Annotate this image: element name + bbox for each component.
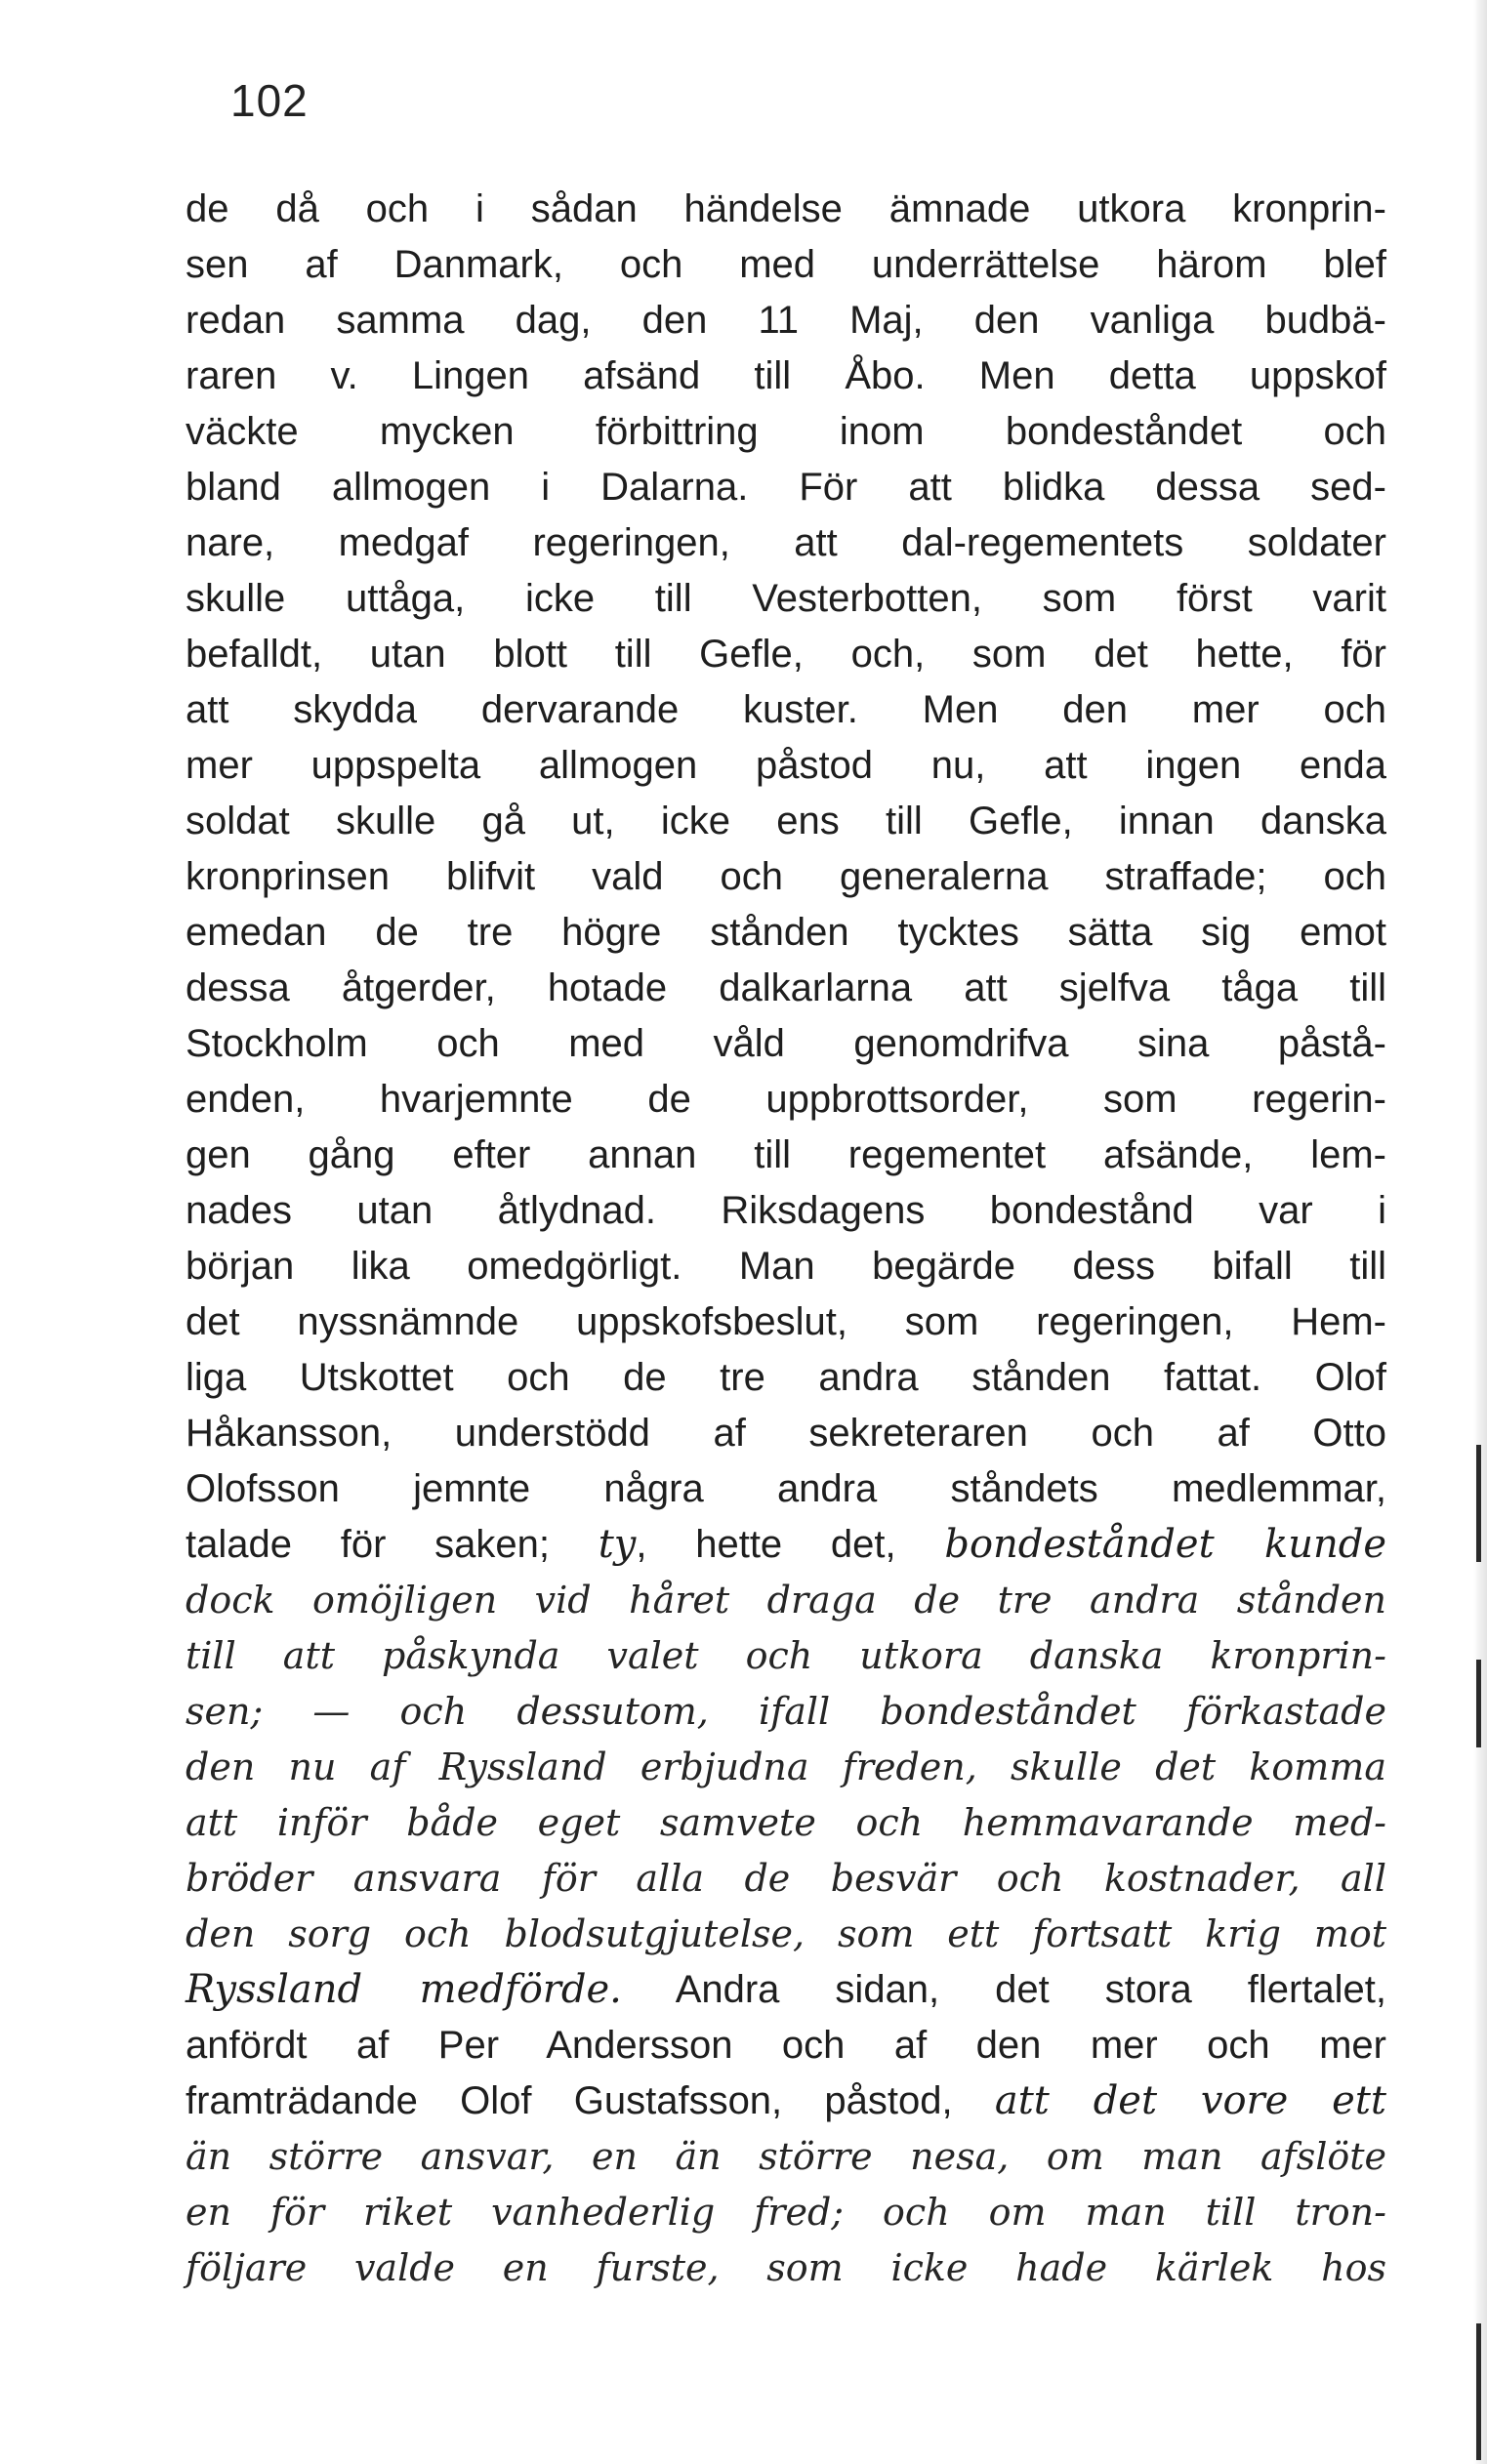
text-line: det nyssnämnde uppskofsbeslut, som regeringen, Hem- xyxy=(186,1300,1386,1343)
text-span: Andra sidan, det stora flertalet, xyxy=(621,1968,1386,2011)
text-line: emedan de tre högre stånden tycktes sätta sig emot xyxy=(186,911,1386,954)
text-line: dock omöjligen vid håret draga de tre andra stånden xyxy=(186,1579,1386,1622)
text-line: nades utan åtlydnad. Riksdagens bondestånd var i xyxy=(186,1189,1386,1232)
text-line xyxy=(186,1517,1386,1573)
text-line: liga Utskottet och de tre andra stånden fattat. Olof xyxy=(186,1356,1386,1399)
text-line: mer uppspelta allmogen påstod nu, att ingen enda xyxy=(186,744,1386,787)
body-text xyxy=(186,182,1386,2296)
text-line xyxy=(186,1962,1386,2018)
page-edge-mark xyxy=(1476,1445,1481,1562)
text-line: redan samma dag, den 11 Maj, den vanliga budbä- xyxy=(186,299,1386,342)
text-line: skulle uttåga, icke till Vesterbotten, som först varit xyxy=(186,577,1386,620)
text-span: , hette det, xyxy=(636,1523,945,1566)
text-line: anfördt af Per Andersson och af den mer och mer xyxy=(186,2024,1386,2067)
text-line: soldat skulle gå ut, icke ens till Gefle, innan danska xyxy=(186,800,1386,842)
text-line: väckte mycken förbittring inom bondeståndet och xyxy=(186,410,1386,453)
text-line: den nu af Ryssland erbjudna freden, skulle det komma xyxy=(186,1745,1386,1788)
text-line: kronprinsen blifvit vald och generalerna straffade; och xyxy=(186,855,1386,898)
text-line: nare, medgaf regeringen, att dal-regementets soldater xyxy=(186,521,1386,564)
text-line: raren v. Lingen afsänd till Åbo. Men detta uppskof xyxy=(186,354,1386,397)
text-line: Stockholm och med våld genomdrifva sina påstå- xyxy=(186,1022,1386,1065)
text-line: befalldt, utan blott till Gefle, och, som det hette, för xyxy=(186,633,1386,676)
italic-span: ty xyxy=(598,1522,637,1567)
text-line: början lika omedgörligt. Man begärde dess bifall till xyxy=(186,1245,1386,1288)
page-edge-shadow xyxy=(1473,0,1487,2464)
text-line: gen gång efter annan till regementet afsände, lem- xyxy=(186,1133,1386,1176)
page-edge-mark xyxy=(1476,2323,1481,2460)
text-line: Håkansson, understödd af sekreteraren och af Otto xyxy=(186,1412,1386,1455)
page-number: 102 xyxy=(230,75,309,126)
text-line: en för riket vanhederlig fred; och om man till tron- xyxy=(186,2191,1386,2234)
text-line: till att påskynda valet och utkora danska kronprin- xyxy=(186,1634,1386,1677)
text-line: än större ansvar, en än större nesa, om man afslöte xyxy=(186,2135,1386,2178)
italic-span: bondeståndet kunde xyxy=(944,1522,1387,1567)
text-span: framträdande Olof Gustafsson, påstod, xyxy=(186,2079,995,2122)
text-line: att skydda dervarande kuster. Men den mer och xyxy=(186,688,1386,731)
text-line: bland allmogen i Dalarna. För att blidka dessa sed- xyxy=(186,466,1386,509)
text-span: talade för saken; xyxy=(186,1523,599,1566)
text-line: Olofsson jemnte några andra ståndets medlemmar, xyxy=(186,1467,1386,1510)
text-line xyxy=(186,2074,1386,2129)
text-line: sen af Danmark, och med underrättelse härom blef xyxy=(186,243,1386,286)
text-line: bröder ansvara för alla de besvär och kostnader, all xyxy=(186,1857,1386,1900)
text-line: att inför både eget samvete och hemmavarande med- xyxy=(186,1801,1386,1844)
text-line: följare valde en furste, som icke hade kärlek hos xyxy=(186,2246,1386,2289)
italic-span: Ryssland medförde. xyxy=(186,1967,622,2012)
italic-span: att det vore ett xyxy=(994,2078,1386,2123)
page-edge-mark xyxy=(1476,1660,1481,1747)
text-line: sen; — och dessutom, ifall bondeståndet förkastade xyxy=(186,1690,1386,1733)
text-line: dessa åtgerder, hotade dalkarlarna att sjelfva tåga till xyxy=(186,966,1386,1009)
text-line: den sorg och blodsutgjutelse, som ett fortsatt krig mot xyxy=(186,1912,1386,1955)
text-line: de då och i sådan händelse ämnade utkora kronprin- xyxy=(186,187,1386,230)
text-line: enden, hvarjemnte de uppbrottsorder, som regerin- xyxy=(186,1078,1386,1121)
